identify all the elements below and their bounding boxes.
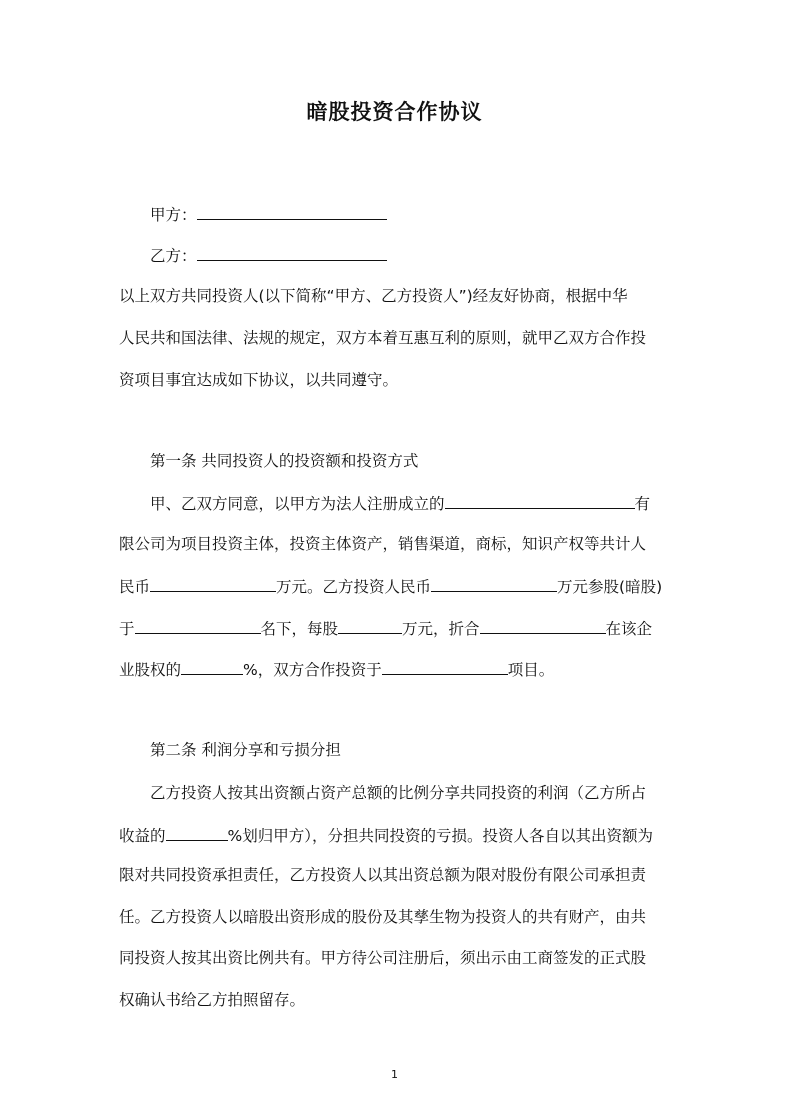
intro-line-1: 以上双方共同投资人(以下简称“甲方、乙方投资人”)经友好协商，根据中华 bbox=[119, 287, 628, 305]
article1-line-1 bbox=[150, 491, 710, 515]
article2-line-4: 任。乙方投资人以暗股出资形成的股份及其孳生物为投资人的共有财产，由共 bbox=[119, 908, 647, 926]
article2-line-3: 限对共同投资承担责任，乙方投资人以其出资总额为限对股份有限公司承担责 bbox=[119, 866, 647, 884]
company-name-blank bbox=[445, 491, 635, 509]
article1-text: 业股权的 bbox=[119, 661, 182, 679]
article2-line-5: 同投资人按其出资比例共有。甲方待公司注册后，须出示由工商签发的正式股 bbox=[119, 949, 647, 967]
per-share-blank bbox=[338, 616, 402, 634]
profit-percent-blank bbox=[166, 823, 228, 841]
article2-line-6: 权确认书给乙方拍照留存。 bbox=[119, 991, 306, 1009]
article2-text: %划归甲方），分担共同投资的亏损。投资人各自以其出资额为 bbox=[227, 827, 653, 845]
article1-line-3 bbox=[119, 574, 679, 598]
article2-line-2 bbox=[119, 823, 679, 847]
article1-line-5 bbox=[119, 657, 679, 681]
article1-text: 甲、乙双方同意，以甲方为法人注册成立的 bbox=[150, 495, 445, 513]
article1-line-4 bbox=[119, 616, 679, 640]
article2-line-1: 乙方投资人按其出资额占资产总额的比例分享共同投资的利润（乙方所占 bbox=[150, 784, 647, 802]
article1-text: 民币 bbox=[119, 578, 151, 596]
party-b-line bbox=[150, 243, 710, 267]
article1-text: 万元，折合 bbox=[402, 620, 480, 638]
page-number: 1 bbox=[391, 1068, 398, 1081]
article2-text: 收益的 bbox=[119, 827, 166, 845]
intro-line-2: 人民共和国法律、法规的规定，双方本着互惠互利的原则，就甲乙双方合作投 bbox=[119, 329, 647, 347]
party-b-label: 乙方： bbox=[150, 247, 197, 265]
article1-text: 在该企 bbox=[605, 620, 653, 638]
article2-heading: 第二条 利润分享和亏损分担 bbox=[150, 741, 341, 759]
article1-text: 于 bbox=[119, 620, 135, 638]
party-a-blank bbox=[197, 202, 387, 220]
article1-heading: 第一条 共同投资人的投资额和投资方式 bbox=[150, 452, 419, 470]
article1-text: 项目。 bbox=[507, 661, 555, 679]
party-b-blank bbox=[197, 243, 387, 261]
converted-blank bbox=[480, 616, 606, 634]
intro-line-3: 资项目事宜达成如下协议，以共同遵守。 bbox=[119, 371, 399, 389]
holder-name-blank bbox=[135, 616, 261, 634]
article1-text: 万元参股(暗股) bbox=[557, 578, 663, 596]
document-title: 暗股投资合作协议 bbox=[306, 99, 483, 124]
total-amount-blank bbox=[150, 574, 276, 592]
party-a-label: 甲方： bbox=[150, 206, 197, 224]
project-name-blank bbox=[382, 657, 508, 675]
party-a-line bbox=[150, 202, 710, 226]
party-b-amount-blank bbox=[431, 574, 557, 592]
article1-text: 名下，每股 bbox=[260, 620, 339, 638]
article1-text: %，双方合作投资于 bbox=[243, 661, 382, 679]
article1-line-2: 限公司为项目投资主体，投资主体资产，销售渠道，商标，知识产权等共计人 bbox=[119, 535, 647, 553]
article1-text: 有 bbox=[634, 495, 651, 513]
article1-text: 万元。乙方投资人民币 bbox=[276, 578, 432, 596]
equity-percent-blank bbox=[181, 657, 243, 675]
